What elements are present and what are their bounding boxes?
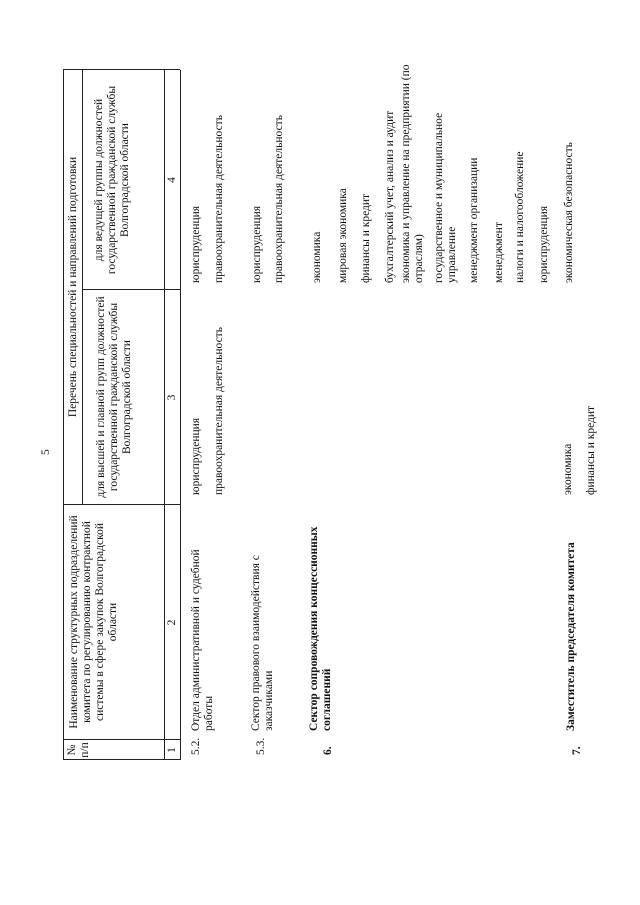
- header-name: Наименование структурных подразделений комитета по регулированию контрактной системы в сфере закупок Волгоградской области: [68, 515, 119, 729]
- spec-item: финансы и кредит: [360, 193, 372, 283]
- spec-item: юриспруденция: [190, 417, 202, 495]
- row-name: Сектор сопровождения концессионных соглашений: [308, 526, 333, 731]
- spec-item: юриспруденция: [190, 205, 202, 283]
- spec-item: экономическая безопасность: [563, 142, 575, 283]
- spec-item: менеджмент организации: [468, 157, 480, 283]
- row-number: 6.: [322, 746, 334, 755]
- spec-item: государственное и муниципальное управление: [433, 112, 458, 283]
- spec-item: экономика: [562, 443, 574, 495]
- spec-item: правоохранительная деятельность: [213, 115, 225, 283]
- header-col4: для ведущей группы должностей государственной гражданской службы Волгоградской области: [93, 85, 131, 275]
- row-number: 5.3.: [255, 737, 267, 755]
- spec-item: экономика: [311, 231, 323, 283]
- spec-item: юриспруденция: [251, 205, 263, 283]
- header-num: № п/п: [66, 742, 91, 758]
- col-number-2: 2: [166, 619, 178, 626]
- spec-item: экономика и управление на предприятии (по отраслям): [400, 64, 425, 283]
- page-number: 5: [40, 449, 52, 455]
- spec-item: мировая экономика: [337, 188, 349, 283]
- row-name: Заместитель председателя комитета: [565, 542, 577, 731]
- header-list-title: Перечень специальностей и направлений подготовки: [67, 156, 79, 418]
- spec-item: правоохранительная деятельность: [273, 115, 285, 283]
- spec-item: правоохранительная деятельность: [213, 327, 225, 495]
- header-col3: для высшей и главной групп должностей государственной гражданской службы Волгоградской области: [95, 296, 133, 498]
- col-number-3: 3: [166, 394, 178, 401]
- row-name: Отдел административной и судебной работы: [190, 549, 215, 731]
- spec-item: налоги и налогообложение: [514, 151, 526, 283]
- spec-item: финансы и кредит: [585, 405, 597, 495]
- spec-item: бухгалтерский учет, анализ и аудит: [384, 110, 396, 283]
- row-number: 7.: [571, 746, 583, 755]
- spec-item: менеджмент: [493, 222, 505, 283]
- row-number: 5.2.: [190, 737, 202, 755]
- row-name: Сектор правового взаимодействия с заказчиками: [250, 555, 275, 731]
- col-number-1: 1: [166, 747, 178, 753]
- col-number-4: 4: [166, 177, 178, 183]
- spec-item: юриспруденция: [538, 205, 550, 283]
